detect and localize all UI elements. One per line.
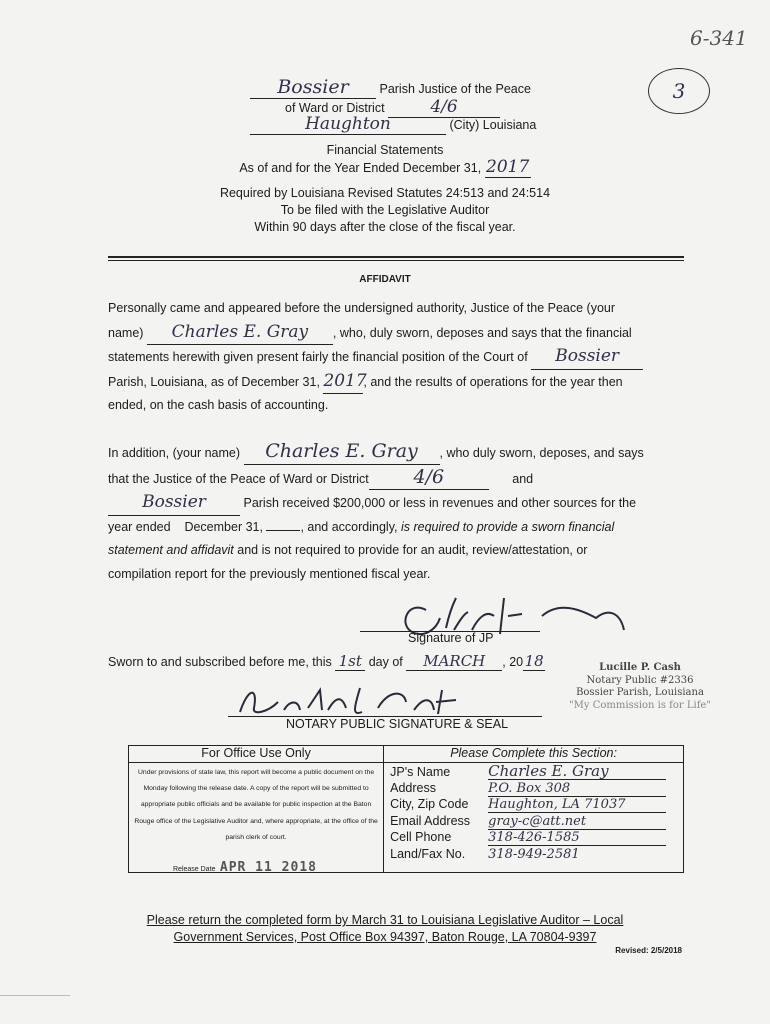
p1-name-label: name) (108, 325, 144, 340)
requirement-3: Within 90 days after the close of the fiscal year. (254, 220, 516, 234)
scan-edge (0, 995, 70, 996)
row-address-value: P.O. Box 308 (488, 781, 666, 797)
stamp-name: Lucille P. Cash (599, 662, 681, 673)
stamp-parish: Bossier Parish, Louisiana (576, 687, 704, 698)
affidavit-paragraph-1 (108, 297, 684, 418)
footer-line-1: Please return the completed form by March 31 to Louisiana Legislative Auditor – Local (146, 913, 624, 927)
footer-line-2: Government Services, Post Office Box 94397, Baton Rouge, LA 70804-9397 (173, 930, 597, 944)
p1-line-2 (108, 321, 684, 346)
jp-name-handwritten: Charles E. Gray (147, 321, 333, 346)
jp-name-handwritten-2: Charles E. Gray (244, 440, 440, 465)
p1-line-1: Personally came and appeared before the undersigned authority, Justice of the Peace (your (108, 301, 616, 315)
city-label: (City) Louisiana (449, 118, 537, 132)
row-email-label: Email Address (390, 813, 471, 828)
stamp-commission: "My Commission is for Life" (569, 699, 711, 711)
parish-handwritten-2: Bossier (108, 491, 240, 516)
p1-line-3 (108, 345, 684, 370)
row-cell-phone-label: Cell Phone (390, 830, 452, 844)
sworn-label: Sworn to and subscribed before me, this (108, 655, 332, 669)
row-city-zip-value: Haughton, LA 71037 (488, 797, 666, 813)
sworn-month: MARCH (406, 652, 502, 671)
city-value: Haughton (250, 114, 446, 135)
p2-year-blank (266, 518, 300, 531)
office-info-table (128, 745, 684, 873)
requirement-1: Required by Louisiana Revised Statutes 24:513 and 24:514 (219, 186, 551, 200)
ward-label: of Ward or District (285, 101, 385, 115)
corner-mark: 6-341 (690, 26, 748, 50)
asof-label: As of and for the Year Ended December 31, (239, 161, 482, 175)
row-land-fax (390, 847, 677, 864)
row-email-value: gray-c@att.net (488, 814, 666, 830)
stamp-number: Notary Public #2336 (586, 674, 694, 686)
district-handwritten: 4/6 (369, 466, 489, 491)
affidavit-paragraph-2 (108, 440, 684, 586)
requirement-2: To be filed with the Legislative Auditor (280, 203, 490, 217)
notary-stamp (565, 662, 715, 712)
row-land-fax-label: Land/Fax No. (390, 846, 466, 861)
p2-line-4 (108, 516, 684, 540)
sworn-day: 1st (335, 652, 365, 671)
row-address (390, 781, 677, 798)
divider (108, 256, 684, 261)
p2-line-3 (108, 491, 684, 516)
p1-results-text: , and the results of operations for the year then (363, 374, 623, 389)
circled-number-value: 3 (672, 79, 686, 103)
complete-section-heading: Please Complete this Section: (384, 746, 683, 763)
p2-line-5 (108, 539, 684, 563)
release-date-stamp: APR 11 2018 (219, 860, 317, 875)
complete-rows (384, 763, 683, 863)
p1-line-5: ended, on the cash basis of accounting. (108, 398, 329, 412)
p2-name-label: In addition, (your name) (108, 446, 241, 460)
p2-line-1 (108, 440, 684, 466)
p2-not-required: and is not required to provide for an audit, review/attestation, or (237, 543, 588, 557)
signature-label: Signature of JP (408, 631, 494, 645)
revised-date: Revised: 2/5/2018 (615, 946, 682, 955)
notary-label: NOTARY PUBLIC SIGNATURE & SEAL (286, 717, 509, 731)
p2-revenue-text: Parish received $200,000 or less in revenues and other sources for the (243, 496, 637, 510)
row-city-zip-label: City, Zip Code (390, 797, 469, 811)
p1-court-label: statements herewith given present fairly the financial position of the Court of (108, 350, 528, 364)
p2-sworn-text: , who duly sworn, deposes, and says (439, 446, 644, 460)
p2-and: and (512, 471, 534, 486)
p2-required-italic: is required to provide a sworn financial (400, 519, 615, 534)
statement-title: Financial Statements (326, 143, 444, 157)
sworn-20: , 20 (502, 655, 524, 669)
parish-label: Parish Justice of the Peace (379, 82, 531, 96)
complete-section-cell (384, 746, 684, 873)
p2-statement-italic: statement and affidavit (108, 543, 234, 557)
p1-line-4 (108, 370, 684, 395)
sworn-line (108, 652, 545, 671)
row-land-fax-value: 318-949-2581 (488, 846, 580, 862)
release-date-label: Release Date (173, 866, 216, 873)
row-email (390, 814, 677, 831)
p1-year-handwritten: 2017 (323, 370, 363, 395)
office-use-cell (129, 746, 384, 873)
p2-line-6: compilation report for the previously mentioned fiscal year. (108, 566, 431, 581)
p2-line-2 (108, 466, 684, 492)
p2-accordingly: , and accordingly, (300, 519, 398, 534)
row-cell-phone-value: 318-426-1585 (488, 830, 666, 846)
p2-district-label: that the Justice of the Peace of Ward or District (108, 471, 369, 486)
office-use-text: Under provisions of state law, this report will become a public document on the Monday following the release date. A copy of the report will be submitted to appropriate public officials and be available for public inspection at the Baton Rouge office of the Legislative Auditor and, where appropriate, at the office of the parish clerk of court. (134, 769, 378, 841)
affidavit-heading: AFFIDAVIT (359, 274, 411, 285)
asof-line (0, 157, 770, 178)
city-line (250, 114, 536, 135)
p1-asof-label: Parish, Louisiana, as of December 31, (108, 374, 320, 389)
row-cell-phone (390, 830, 677, 847)
row-jp-name (390, 764, 677, 781)
row-jp-name-value: Charles E. Gray (488, 764, 666, 780)
row-jp-name-label: JP's Name (390, 765, 451, 779)
ward-value: 4/6 (388, 97, 500, 118)
p2-year-ended: year ended December 31, (108, 519, 263, 534)
court-parish-handwritten: Bossier (531, 345, 643, 370)
asof-year: 2017 (486, 157, 530, 177)
parish-line (250, 76, 531, 99)
sworn-year: 18 (524, 652, 544, 670)
day-of-label: day of (368, 655, 403, 669)
parish-value: Bossier (250, 76, 376, 99)
p1-after-name: , who, duly sworn, deposes and says that the financial (332, 325, 632, 340)
release-date-row (173, 858, 317, 876)
circled-number (648, 68, 710, 114)
row-city-zip (390, 797, 677, 814)
office-use-heading: For Office Use Only (129, 746, 383, 763)
row-address-label: Address (390, 780, 436, 795)
